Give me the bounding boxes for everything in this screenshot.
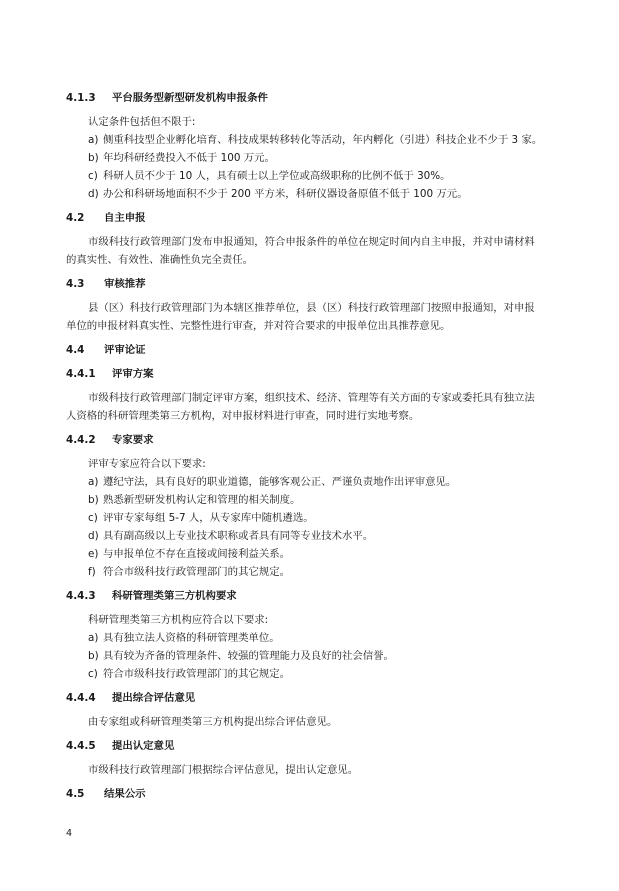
- list-item: e) 与申报单位不存在直接或间接利益关系。: [88, 548, 291, 560]
- page-number: 4: [66, 828, 73, 839]
- section-title: 专家要求: [112, 434, 154, 446]
- heading-4-4-5: [66, 739, 174, 753]
- heading-4-4-3: [66, 589, 237, 603]
- section-title: 审核推荐: [104, 278, 146, 290]
- list-item: f) 符合市级科技行政管理部门的其它规定。: [88, 566, 291, 578]
- paragraph: 由专家组或科研管理类第三方机构提出综合评估意见。: [88, 716, 338, 728]
- paragraph: 市级科技行政管理部门根据综合评估意见，提出认定意见。: [88, 764, 359, 776]
- paragraph: 评审专家应符合以下要求:: [88, 458, 206, 470]
- heading-4-2: [66, 211, 146, 225]
- paragraph: 市级科技行政管理部门发布申报通知，符合申报条件的单位在规定时间内自主申报，并对申请材料: [88, 236, 535, 248]
- list-item: c) 符合市级科技行政管理部门的其它规定。: [88, 668, 291, 680]
- list-item: a) 遵纪守法，具有良好的职业道德，能够客观公正、严谨负责地作出评审意见。: [88, 476, 457, 488]
- section-number: 4.4: [66, 344, 85, 356]
- list-item: c) 评审专家每组 5-7 人，从专家库中随机遴选。: [88, 512, 314, 524]
- list-item: b) 年均科研经费投入不低于 100 万元。: [88, 152, 275, 164]
- paragraph: 市级科技行政管理部门制定评审方案，组织技术、经济、管理等有关方面的专家或委托具有独立法: [88, 392, 535, 404]
- list-item: a) 具有独立法人资格的科研管理类单位。: [88, 632, 280, 644]
- list-item: a) 侧重科技型企业孵化培育、科技成果转移转化等活动，年内孵化（引进）科技企业不少于 3 家。: [88, 134, 543, 146]
- section-title: 评审论证: [104, 344, 146, 356]
- section-title: 自主申报: [104, 212, 146, 224]
- list-item: b) 具有较为齐备的管理条件、较强的管理能力及良好的社会信誉。: [88, 650, 394, 662]
- section-number: 4.1.3: [66, 92, 96, 104]
- paragraph: 县（区）科技行政管理部门为本辖区推荐单位，县（区）科技行政管理部门按照申报通知，对申报: [88, 302, 535, 314]
- list-item: d) 办公和科研场地面积不少于 200 平方米，科研仪器设备原值不低于 100 万元。: [88, 188, 468, 200]
- section-number: 4.4.5: [66, 740, 96, 752]
- paragraph-continuation: 单位的申报材料真实性、完整性进行审查，并对符合要求的申报单位出具推荐意见。: [66, 320, 451, 332]
- paragraph-continuation: 的真实性、有效性、准确性负完全责任。: [66, 254, 254, 266]
- paragraph: 认定条件包括但不限于:: [88, 116, 196, 128]
- paragraph-continuation: 人资格的科研管理类第三方机构，对申报材料进行审查，同时进行实地考察。: [66, 410, 420, 422]
- heading-4-4-4: [66, 691, 195, 705]
- list-item: d) 具有副高级以上专业技术职称或者具有同等专业技术水平。: [88, 530, 374, 542]
- section-title: 结果公示: [104, 788, 146, 800]
- list-item: b) 熟悉新型研发机构认定和管理的相关制度。: [88, 494, 301, 506]
- section-number: 4.4.2: [66, 434, 96, 446]
- section-title: 提出认定意见: [112, 740, 175, 752]
- section-number: 4.4.4: [66, 692, 96, 704]
- heading-4-1-3: [66, 91, 268, 105]
- section-number: 4.3: [66, 278, 85, 290]
- heading-4-3: [66, 277, 146, 291]
- section-number: 4.2: [66, 212, 85, 224]
- section-title: 评审方案: [112, 368, 154, 380]
- heading-4-5: [66, 787, 146, 801]
- heading-4-4: [66, 343, 146, 357]
- section-title: 平台服务型新型研发机构申报条件: [112, 92, 268, 104]
- section-title: 科研管理类第三方机构要求: [112, 590, 237, 602]
- paragraph: 科研管理类第三方机构应符合以下要求:: [88, 614, 269, 626]
- section-title: 提出综合评估意见: [112, 692, 196, 704]
- section-number: 4.4.1: [66, 368, 96, 380]
- list-item: c) 科研人员不少于 10 人，具有硕士以上学位或高级职称的比例不低于 30%。: [88, 170, 451, 182]
- section-number: 4.4.3: [66, 590, 96, 602]
- heading-4-4-2: [66, 433, 154, 447]
- section-number: 4.5: [66, 788, 85, 800]
- heading-4-4-1: [66, 367, 154, 381]
